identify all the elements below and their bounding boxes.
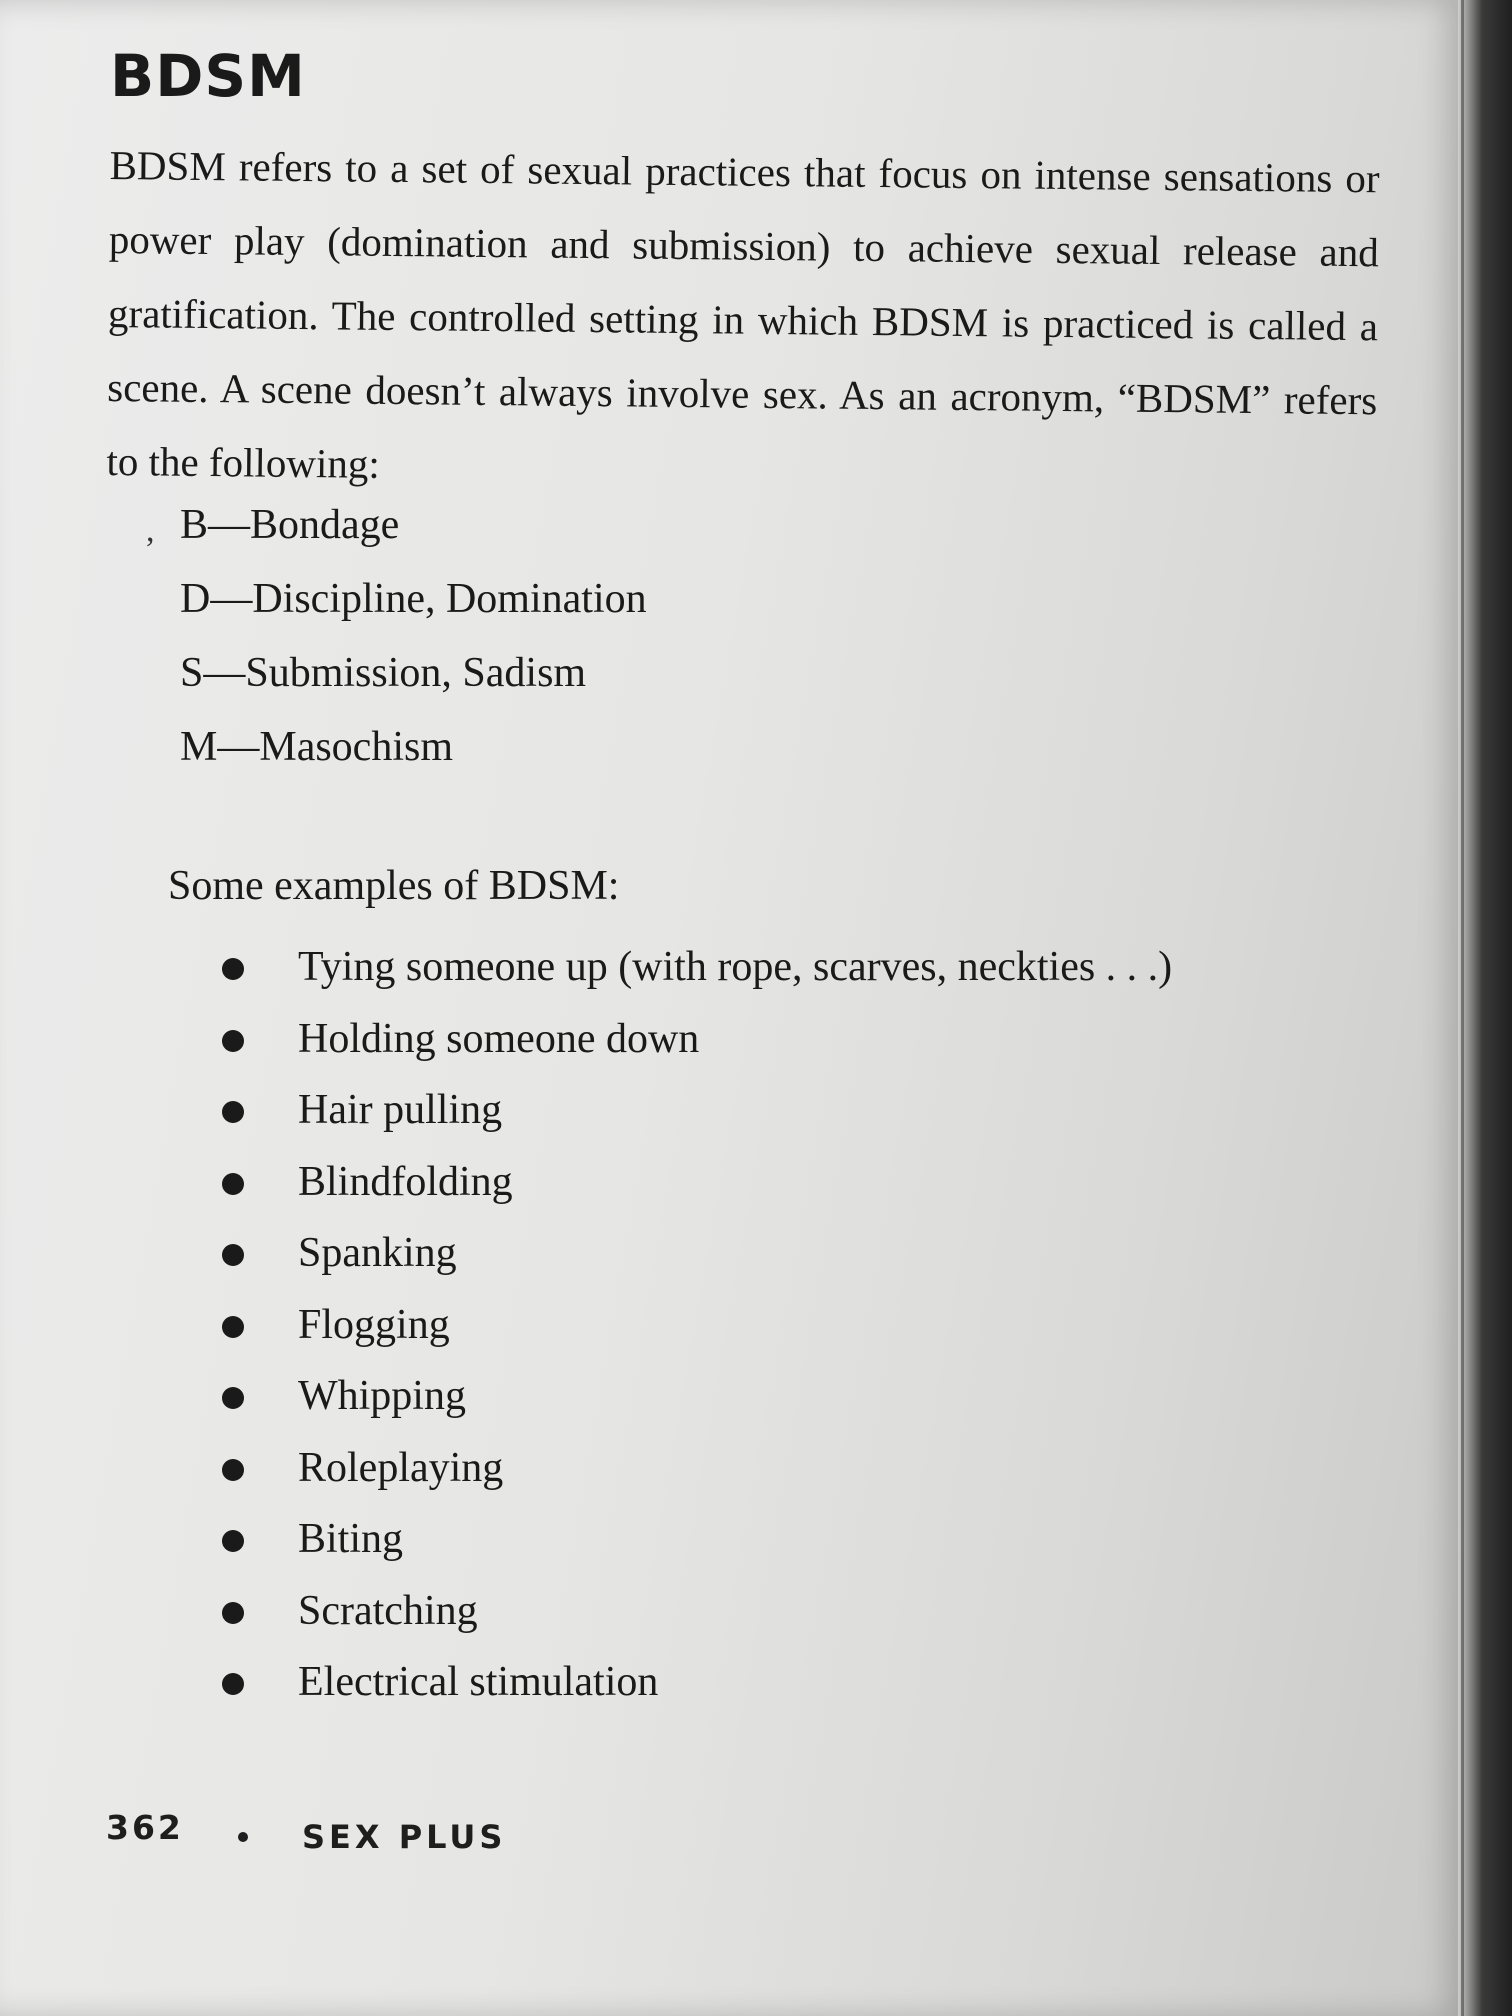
bullet-icon [222,1530,244,1552]
acronym-list [180,488,647,784]
bullet-icon [222,1673,244,1695]
list-item [216,1290,1172,1362]
bullet-icon [222,1387,244,1409]
acronym-item-m: M—Masochism [180,724,453,770]
list-item-label: Biting [298,1516,404,1562]
list-item-label: Whipping [298,1373,466,1419]
list-item [216,932,1172,1004]
page-edge-line [1461,0,1464,2016]
list-item [216,1147,1172,1219]
list-item [216,1004,1172,1076]
list-item-label: Blindfolding [298,1158,513,1205]
page-number: 362 [106,1808,184,1847]
acronym-item-b: B—Bondage [180,502,400,548]
list-item-label: Scratching [298,1587,478,1634]
book-spine-shadow [1458,0,1512,2016]
footer-separator-dot [238,1832,248,1842]
pen-mark: , [146,512,155,549]
bullet-icon [222,1459,244,1481]
list-item [216,1075,1172,1147]
list-item [216,1218,1172,1290]
list-item-label: Tying someone up (with rope, scarves, neckties . . .) [298,944,1173,990]
list-item-label: Spanking [298,1230,457,1276]
book-title: SEX PLUS [302,1818,507,1856]
bullet-icon [222,1602,244,1624]
bullet-icon [222,1101,244,1123]
bullet-icon [222,1030,244,1052]
list-item-label: Roleplaying [298,1444,504,1491]
list-item [216,1433,1172,1505]
examples-title: Some examples of BDSM: [168,863,620,909]
examples-list [216,932,1172,1719]
list-item [216,1504,1172,1576]
list-item-label: Holding someone down [298,1015,700,1062]
list-item-label: Flogging [298,1301,450,1348]
list-item-label: Hair pulling [298,1087,503,1133]
acronym-item-s: S—Submission, Sadism [180,650,587,696]
list-item [216,1647,1172,1719]
list-item [216,1576,1172,1648]
intro-paragraph: BDSM refers to a set of sexual practices that focus on intense sensations or power play (domination and submission) to achieve sexual release and gratification. The controlled setting in which BDSM is practiced is called a scene. A scene doesn’t always involve sex. As an acronym, “BDSM” refers to the following: [106,141,1380,487]
bullet-icon [222,1244,244,1266]
bullet-icon [222,1316,244,1338]
acronym-item-d: D—Discipline, Domination [180,576,647,622]
bullet-icon [222,1173,244,1195]
list-item-label: Electrical stimulation [298,1659,659,1705]
list-item [216,1361,1172,1433]
section-heading: BDSM [110,42,306,110]
bullet-icon [222,958,244,980]
